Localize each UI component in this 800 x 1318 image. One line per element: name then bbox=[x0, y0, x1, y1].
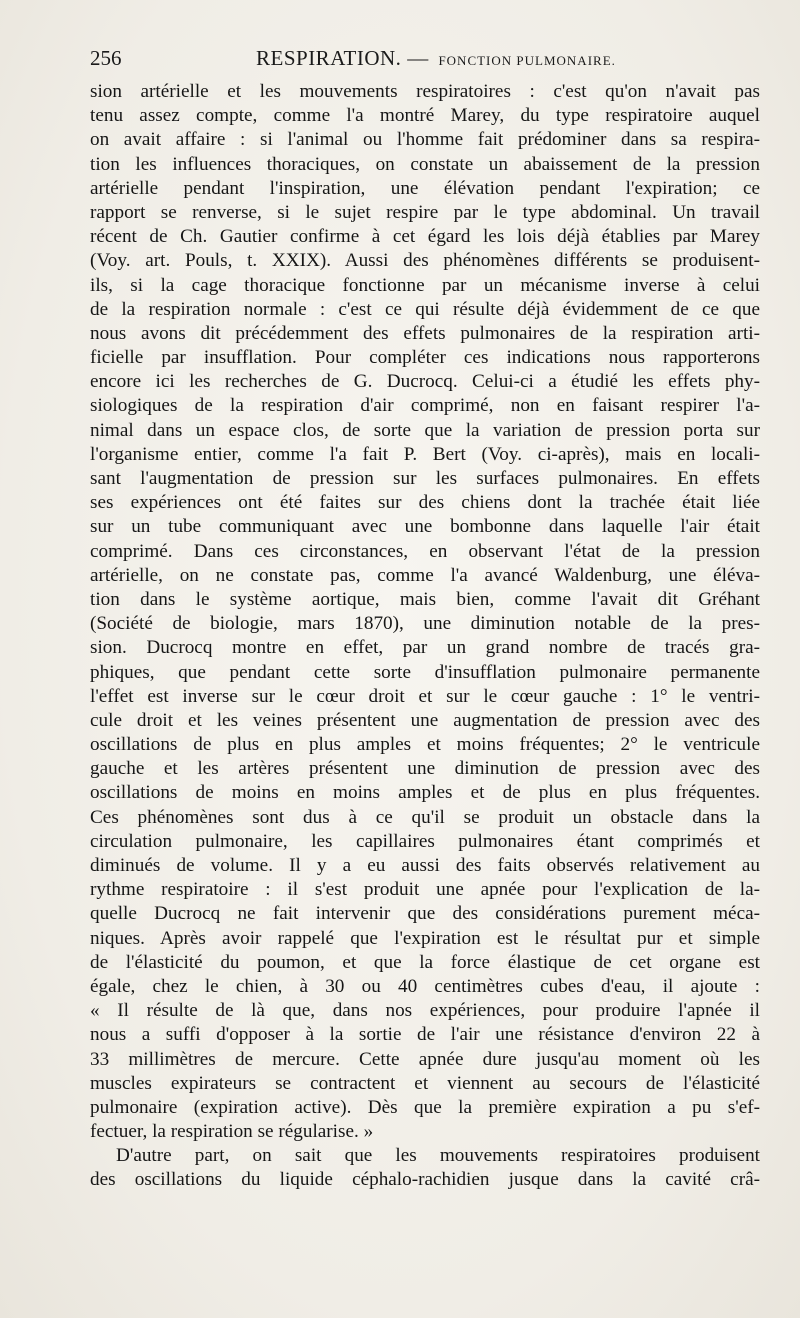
text-line: fectuer, la respiration se régularise. » bbox=[90, 1121, 374, 1143]
text-line: rythme respiratoire : il s'est produit une apnée pour l'explication de la- bbox=[90, 879, 760, 901]
text-line: « Il résulte de là que, dans nos expériences, pour produire l'apnée il bbox=[90, 1000, 760, 1022]
running-title-main: RESPIRATION. bbox=[256, 46, 402, 70]
text-line: diminués de volume. Il y a eu aussi des faits observés relativement au bbox=[90, 855, 760, 876]
text-line: tenu assez compte, comme l'a montré Marey, du type respiratoire auquel bbox=[90, 105, 760, 127]
text-line: circulation pulmonaire, les capillaires pulmonaires étant comprimés et bbox=[90, 830, 760, 852]
running-header bbox=[90, 46, 780, 76]
text-line: sant l'augmentation de pression sur les surfaces pulmonaires. En effets bbox=[90, 468, 760, 489]
text-line: récent de Ch. Gautier confirme à cet égard les lois déjà établies par Marey bbox=[90, 226, 760, 248]
text-line: D'autre part, on sait que les mouvements respiratoires produisent bbox=[116, 1145, 760, 1167]
text-line: l'effet est inverse sur le cœur droit et sur le cœur gauche : 1° le ventri- bbox=[90, 685, 760, 707]
text-line: oscillations de plus en plus amples et moins fréquentes; 2° le ventricule bbox=[90, 734, 760, 756]
text-line: artérielle, on ne constate pas, comme l'a avancé Waldenburg, une éléva- bbox=[90, 564, 760, 586]
text-line: ils, si la cage thoracique fonctionne par un mécanisme inverse à celui bbox=[90, 274, 760, 296]
text-line: nous avons dit précédemment des effets pulmonaires de la respiration arti- bbox=[90, 322, 760, 344]
page-number: 256 bbox=[90, 46, 122, 70]
text-line: de l'élasticité du poumon, et que la force élastique de cet organe est bbox=[90, 951, 760, 973]
body-text bbox=[90, 80, 760, 1193]
text-line: sion artérielle et les mouvements respiratoires : c'est qu'on n'avait pas bbox=[90, 81, 760, 102]
text-line: quelle Ducrocq ne fait intervenir que des considérations purement méca- bbox=[90, 903, 760, 925]
text-line: nimal dans un espace clos, de sorte que la variation de pression porta sur bbox=[90, 419, 760, 441]
text-line: l'organisme entier, comme l'a fait P. Bert (Voy. ci-après), mais en locali- bbox=[90, 443, 760, 465]
text-line: égale, chez le chien, à 30 ou 40 centimètres cubes d'eau, il ajoute : bbox=[90, 975, 760, 997]
text-line: gauche et les artères présentent une diminution de pression avec des bbox=[90, 758, 760, 780]
text-line: tion les influences thoraciques, on constate un abaissement de la pression bbox=[90, 153, 760, 175]
text-line: phiques, que pendant cette sorte d'insufflation pulmonaire permanente bbox=[90, 661, 760, 683]
text-line: encore ici les recherches de G. Ducrocq. Celui-ci a étudié les effets phy- bbox=[90, 371, 760, 393]
text-line: muscles expirateurs se contractent et viennent au secours de l'élasticité bbox=[90, 1072, 760, 1094]
text-line: niques. Après avoir rappelé que l'expiration est le résultat pur et simple bbox=[90, 927, 760, 949]
text-line: des oscillations du liquide céphalo-rachidien jusque dans la cavité crâ- bbox=[90, 1169, 760, 1191]
text-line: Ces phénomènes sont dus à ce qu'il se produit un obstacle dans la bbox=[90, 806, 760, 828]
text-line: ses expériences ont été faites sur des chiens dont la trachée était liée bbox=[90, 492, 760, 514]
text-line: cule droit et les veines présentent une augmentation de pression avec des bbox=[90, 709, 760, 731]
text-line: siologiques de la respiration d'air comprimé, non en faisant respirer l'a- bbox=[90, 395, 760, 417]
text-line: (Société de biologie, mars 1870), une diminution notable de la pres- bbox=[90, 613, 760, 635]
text-line: nous a suffi d'opposer à la sortie de l'air une résistance d'environ 22 à bbox=[90, 1024, 760, 1046]
text-line: rapport se renverse, si le sujet respire par le type abdominal. Un travail bbox=[90, 201, 760, 223]
text-line: ficielle par insufflation. Pour compléter ces indications nous rapporterons bbox=[90, 347, 760, 369]
text-line: sur un tube communiquant avec une bombonne dans laquelle l'air était bbox=[90, 516, 760, 538]
text-line: tion dans le système aortique, mais bien, comme l'avait dit Gréhant bbox=[90, 588, 760, 610]
text-line: pulmonaire (expiration active). Dès que la première expiration a pu s'ef- bbox=[90, 1096, 760, 1118]
text-line: de la respiration normale : c'est ce qui résulte déjà évidemment de ce que bbox=[90, 298, 760, 320]
running-subtitle: FONCTION PULMONAIRE. bbox=[438, 53, 616, 68]
text-line: (Voy. art. Pouls, t. XXIX). Aussi des phénomènes différents se produisent- bbox=[90, 250, 760, 272]
running-title bbox=[256, 46, 616, 71]
text-line: on avait affaire : si l'animal ou l'homme fait prédominer dans sa respira- bbox=[90, 129, 760, 151]
text-line: 33 millimètres de mercure. Cette apnée dure jusqu'au moment où les bbox=[90, 1048, 760, 1070]
text-line: sion. Ducrocq montre en effet, par un grand nombre de tracés gra- bbox=[90, 637, 760, 659]
text-line: comprimé. Dans ces circonstances, en observant l'état de la pression bbox=[90, 540, 760, 562]
running-title-separator: — bbox=[407, 46, 429, 70]
text-line: artérielle pendant l'inspiration, une élévation pendant l'expiration; ce bbox=[90, 177, 760, 199]
text-line: oscillations de moins en moins amples et de plus en plus fréquentes. bbox=[90, 782, 760, 804]
